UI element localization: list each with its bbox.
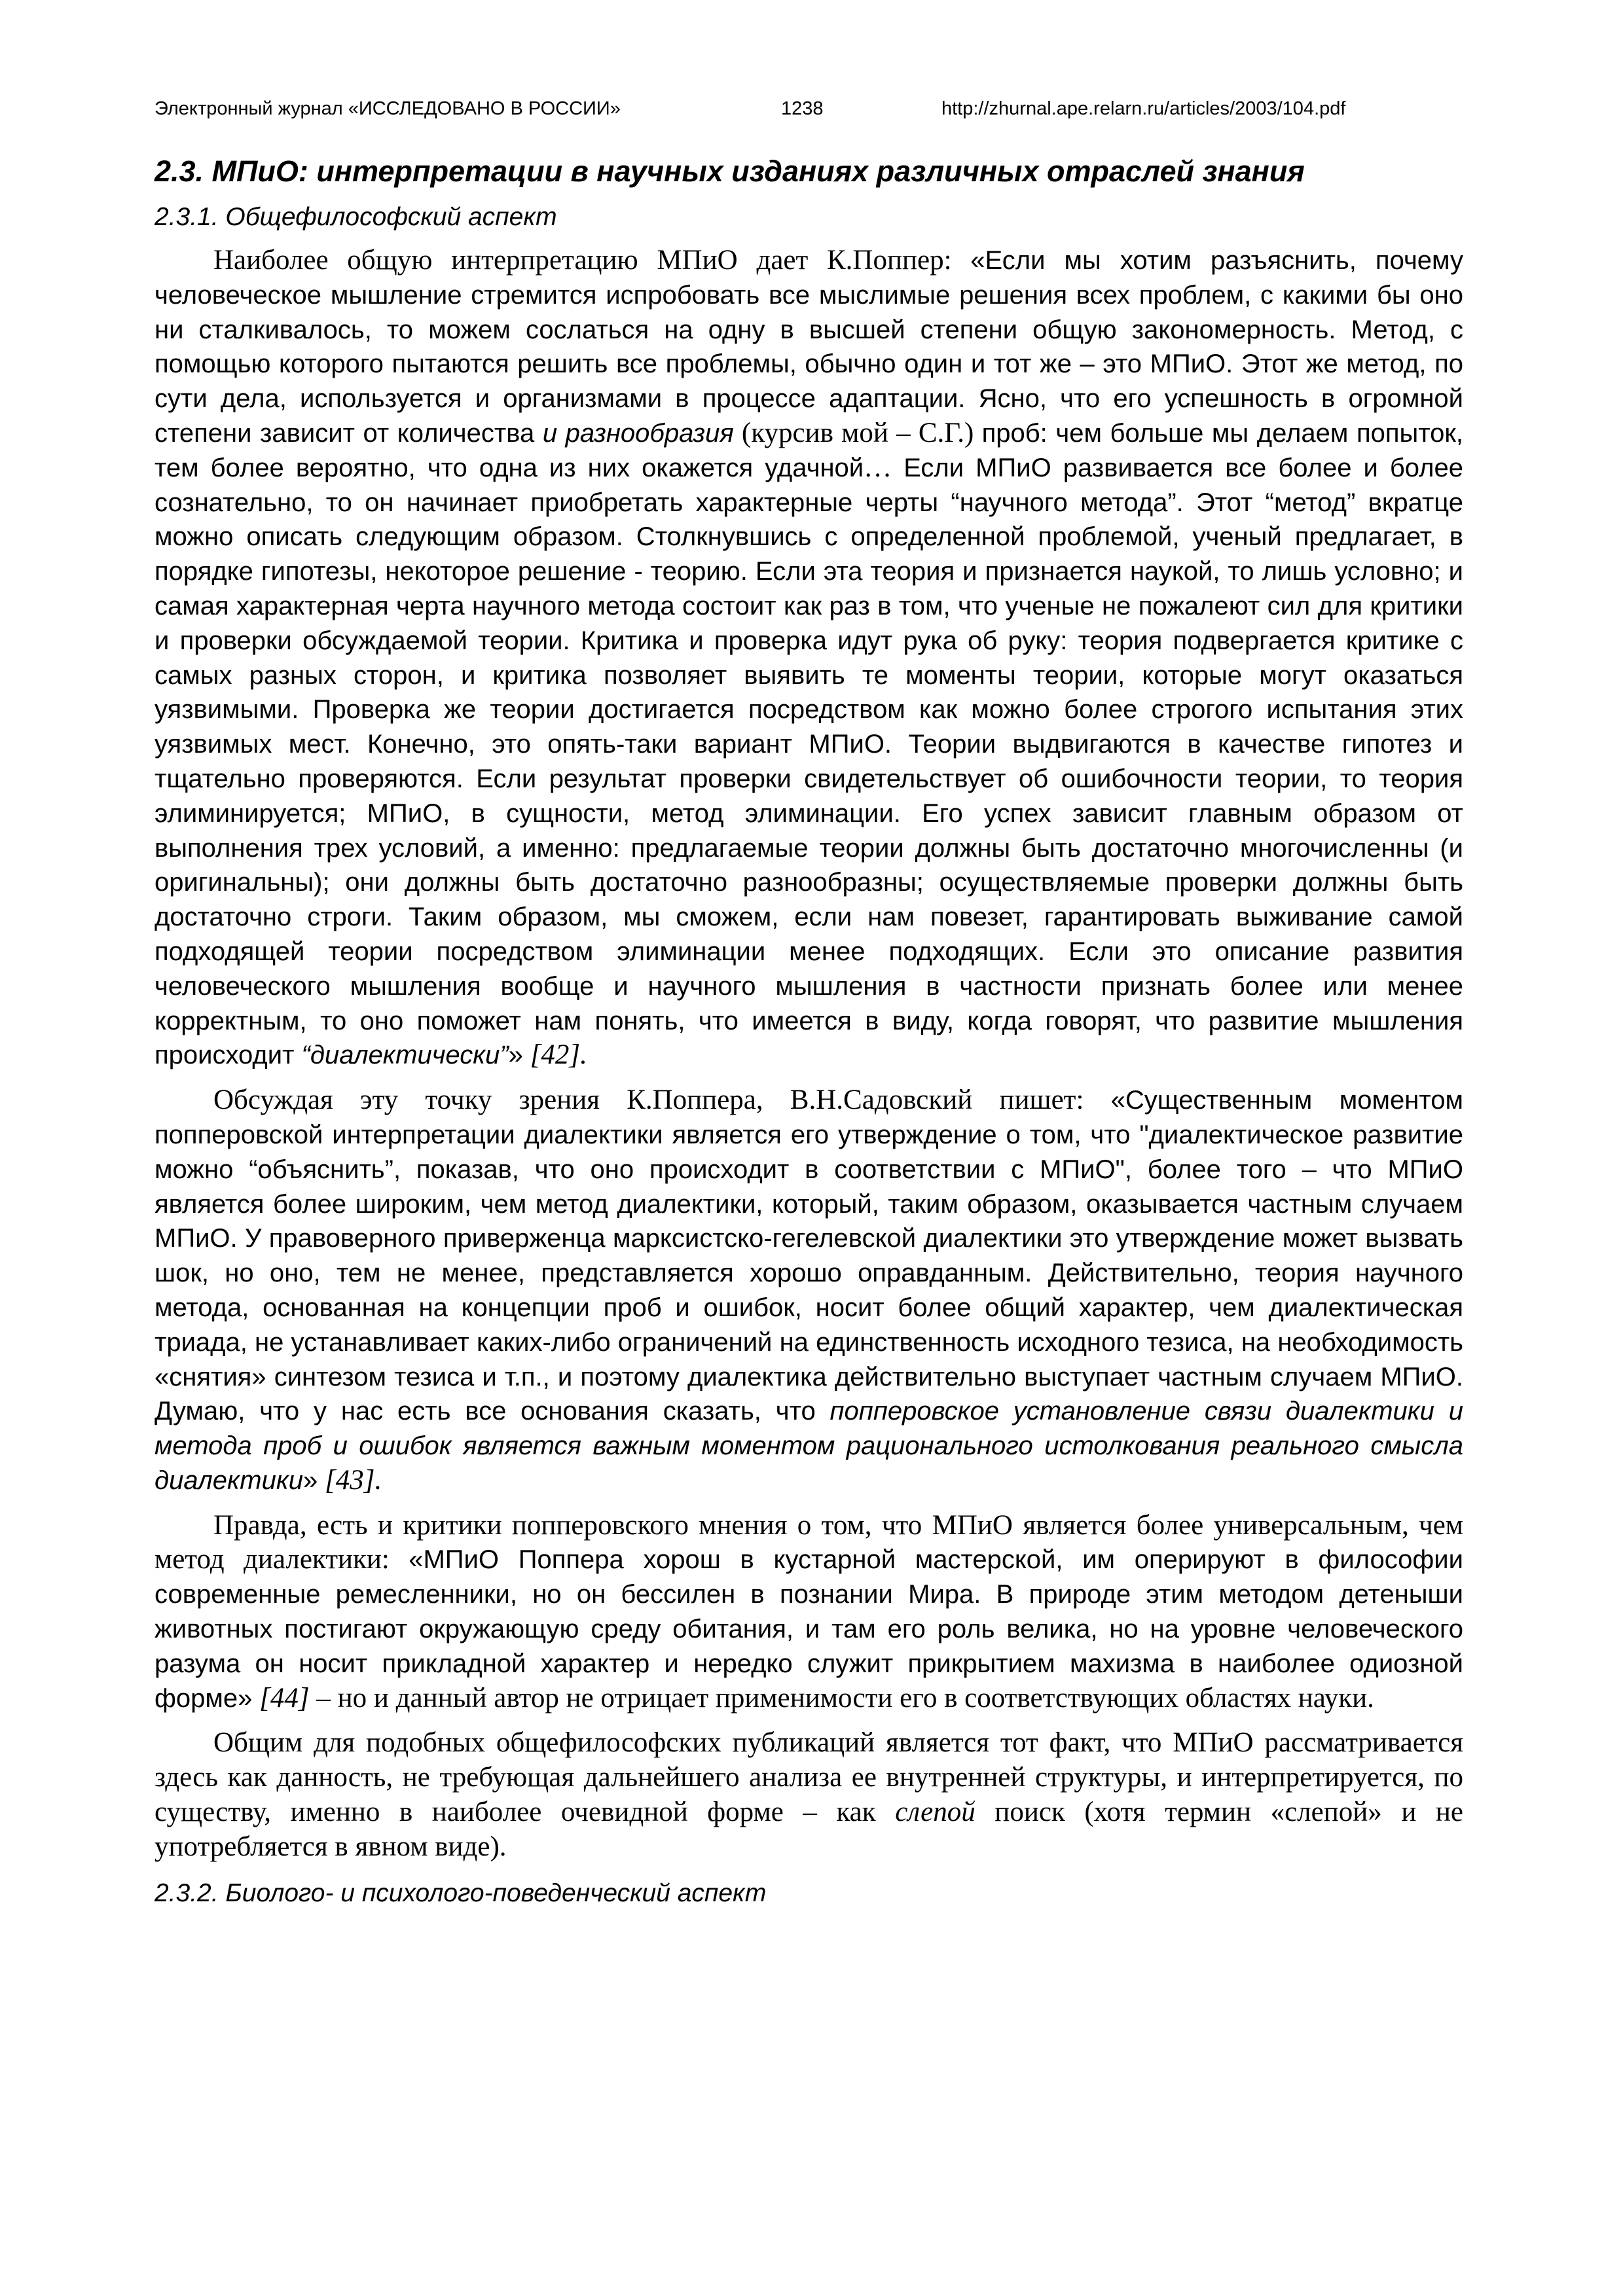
text-run: «МПиО Поппера хорош в кустарной мастерской, им оперируют в философии современные ремесленники, но он бессилен в познании Мира. В природе этим методом детеныши животных постигают окружающую среду обитания, и там его роль велика, но на уровне человеческого разума он носит прикладной характер и нередко служит прикрытием махизма в наиболее одиозной форме» <box>155 1545 1463 1713</box>
text-run: Общим для подобных общефилософских публикаций является тот факт, что МПиО рассматривается здесь как данность, не требующая дальнейшего анализа ее внутренней структуры, и интерпретируется, по существу, именно в наиболее очевидной форме – как <box>155 1727 1463 1828</box>
text-run: – но и данный автор не отрицает применимости его в соответствующих областях науки. <box>309 1682 1374 1713</box>
header-page-number: 1238 <box>781 98 824 119</box>
subsection-title-bio-psych: 2.3.2. Биолого- и психолого-поведенческий аспект <box>155 1878 767 1907</box>
text-run-italic: “диалектически” <box>301 1041 509 1070</box>
running-header <box>155 98 1412 124</box>
header-journal-name: Электронный журнал «ИССЛЕДОВАНО В РОССИИ» <box>155 98 621 119</box>
subsection-title-general-philosophical: 2.3.1. Общефилософский аспект <box>155 203 557 231</box>
text-run: (курсив мой – С.Г.) <box>733 417 982 448</box>
text-run: поиск (хотя термин «слепой» и не употребляется в явном виде). <box>155 1797 1463 1862</box>
text-run: Правда, есть и критики попперовского мнения о том, что МПиО является более универсальным, чем метод диалектики: <box>155 1509 1463 1575</box>
section-title: 2.3. МПиО: интерпретации в научных изданиях различных отраслей знания <box>155 154 1305 188</box>
paragraph-popper-quote <box>155 243 1463 1073</box>
text-run: «Существенным моментом попперовской интерпретации диалектики является его утверждение о том, что "диалектическое развитие можно “объяснить”, показав, что оно происходит в соответствии с МПиО", более того – что МПиО является более широким, чем метод диалектики, который, таким образом, оказывается частным случаем МПиО. У правоверного приверженца марксистско-гегелевской диалектики это утверждение может вызвать шок, но оно, тем не менее, представляется хорошо оправданным. Действительно, теория научного метода, основанная на концепции проб и ошибок, носит более общий характер, чем диалектическая триада, не устанавливает каких-либо ограничений на единственность исходного тезиса, на необходимость «снятия» синтезом тезиса и т.п., и поэтому диалектика действительно выступает частным случаем МПиО. Думаю, что у нас есть все основания сказать, что <box>155 1086 1463 1426</box>
text-run-italic: слепой <box>895 1797 976 1828</box>
citation-ref: [43]. <box>318 1464 382 1496</box>
text-run: » <box>508 1041 523 1070</box>
text-run: «Если мы хотим разъяснить, почему человеческое мышление стремится испробовать все мыслимые решения всех проблем, с какими бы оно ни сталкивалось, то можем сослаться на одну в высшей степени общую закономерность. Метод, с помощью которого пытаются решить все проблемы, обычно один и тот же – это МПиО. Этот же метод, по сути дела, используется и организмами в процессе адаптации. Ясно, что его успешность в огромной степени зависит от количества <box>155 246 1463 448</box>
paragraph-sadovsky-quote <box>155 1083 1463 1498</box>
text-run: Обсуждая эту точку зрения К.Поппера, В.Н.Садовский пишет: <box>213 1085 1111 1116</box>
main-content <box>155 152 1463 1920</box>
text-run: » <box>303 1465 318 1495</box>
paragraph-summary <box>155 1726 1463 1864</box>
text-run: Если МПиО развивается все более и более сознательно, то он начинает приобретать характерные черты “научного метода”. Этот “метод” вкратце можно описать следующим образом. Столкнувшись с определенной проблемой, ученый предлагает, в порядке гипотезы, некоторое решение - теорию. Если эта теория и признается наукой, то лишь условно; и самая характерная черта научного метода состоит как раз в том, что ученые не пожалеют сил для критики и проверки обсуждаемой теории. Критика и проверка идут рука об руку: теория подвергается критике с самых разных сторон, и критика позволяет выявить те моменты теории, которые могут оказаться уязвимыми. Проверка же теории достигается посредством как можно более строгого испытания этих уязвимых мест. Конечно, это опять-таки вариант МПиО. Теории выдвигаются в качестве гипотез и тщательно проверяются. Если результат проверки свидетельствует об ошибочности теории, то теория элиминируется; МПиО, в сущности, метод элиминации. Его успех зависит главным образом от выполнения трех условий, а именно: предлагаемые теории должны быть достаточно многочисленны (и оригинальны); они должны быть достаточно разнообразны; осуществляемые проверки должны быть достаточно строги. Таким образом, мы сможем, если нам повезет, гарантировать выживание самой подходящей теории посредством элиминации менее подходящих. Если это описание развития человеческого мышления вообще и научного мышления в частности признать более или менее корректным, то оно поможет нам понять, что имеется в виду, когда говорят, что развитие мышления происходит <box>155 453 1463 1070</box>
paragraph-critics <box>155 1509 1463 1716</box>
text-run: проб: чем больше мы делаем попыток, тем более вероятно, что одна из них окажется удачной <box>155 418 1464 482</box>
citation-ref: [44] <box>252 1682 310 1713</box>
text-run-italic: и разнообразия <box>542 418 734 448</box>
citation-ref: [42]. <box>522 1039 587 1071</box>
text-run: … <box>864 452 892 483</box>
text-run: Наиболее общую интерпретацию МПиО дает К.Поппер: <box>213 245 971 276</box>
text-run-italic: попперовское установление связи диалектики и метода проб и ошибок является важным моментом рационального истолкования реального смысла диалектики <box>155 1397 1463 1495</box>
header-url: http://zhurnal.ape.relarn.ru/articles/2003/104.pdf <box>941 98 1346 119</box>
